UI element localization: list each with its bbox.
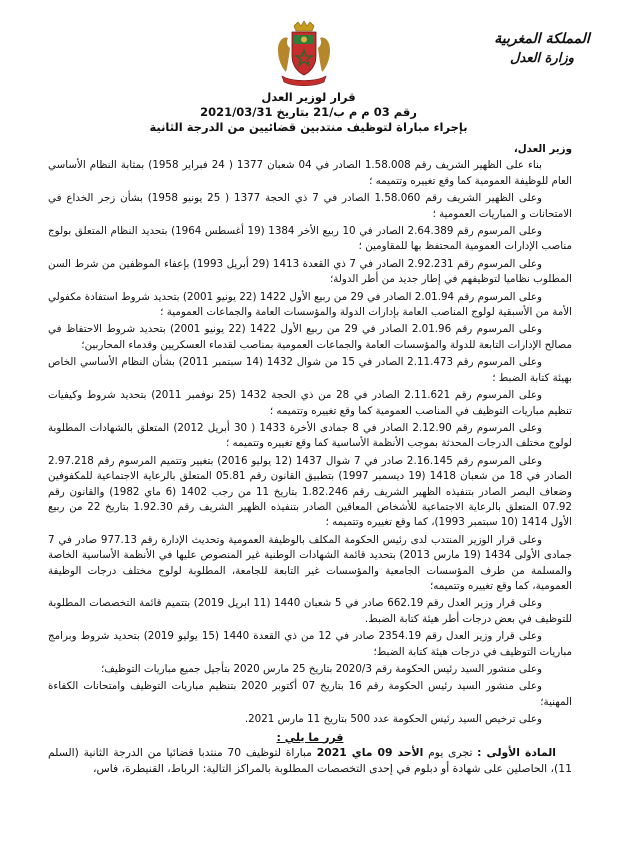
decree-subject: بإجراء مباراة لتوظيف منتدبين قضائيين من الدرجة الثانية xyxy=(149,120,468,134)
kingdom-label: المملكة المغربية xyxy=(494,31,590,47)
preamble-paragraph: وعلى منشور السيد رئيس الحكومة رقم 16 بتاريخ 07 أكتوبر 2020 بتنظيم مباريات التوظيف وامتحانات الكفاءة المهنية؛ xyxy=(48,680,572,708)
ministry-label: وزارة العدل xyxy=(510,51,574,66)
decided-heading: قرر ما يلي : xyxy=(276,730,344,744)
preamble-paragraph: وعلى قرار وزير العدل رقم 2354.19 صادر في 12 من ذي القعدة 1440 (15 يوليو 2019) بتحديد شروط وبرامج مباريات التوظيف في درجات هيئة كتابة الضبط؛ xyxy=(48,630,572,658)
preamble-paragraph: وعلى المرسوم رقم 2.01.96 الصادر في 29 من ربيع الأول 1422 (22 يونيو 2001) بتحديد شروط الاحتفاظ في مصالح الإدارات التابعة للدولة والمؤسسات العامة والجماعات العمومية بمناصب لقدماء العسكريين وقدماء المحاربين؛ xyxy=(48,323,572,351)
decree-title-line1: قرار لوزير العدل xyxy=(261,90,356,104)
preamble-paragraph: وعلى المرسوم رقم 2.92.231 الصادر في 7 ذي القعدة 1413 (29 أبريل 1993) بإعفاء الموظفين من شرط السن المطلوب نظاميا لتوظيفهم في إطار جديد من أطر الدولة؛ xyxy=(48,257,572,286)
article-label: المادة الأولى : xyxy=(477,746,556,760)
preamble-paragraph: وعلى المرسوم رقم 2.01.94 الصادر في 29 من ربيع الأول 1422 (22 يونيو 2001) بتحديد شروط استفادة مكفولي الأمة من الأسبقية لولوج المناصب العامة بإدارات الدولة والمؤسسات العامة والجماعات العمومية ؛ xyxy=(48,290,572,319)
article-date: الأحد 09 ماي 2021 xyxy=(316,746,424,760)
preamble-paragraph: وعلى الظهير الشريف رقم 1.58.060 الصادر في 7 ذي الحجة 1377 ( 25 يونيو 1958) بشأن زجر الخداع في الامتحانات و المباريات العمومية ؛ xyxy=(48,192,572,220)
preamble-paragraph: وعلى المرسوم رقم 2.16.145 صادر في 7 شوال 1437 (12 يوليو 2016) بتغيير وتتميم المرسوم رقم 2.97.218 الصادر في 18 من شعبان 1418 (19 ديسمبر 1997) بتطبيق القانون رقم 05.81 المتعلق بالرعاية الاجتماعية للمكفوفين وضعاف البصر الصادر بتنفيذه الظهير الشريف رقم 1.82.246 بتاريخ 11 من رجب 1402 (6 ماي 1982) والقانون رقم 07.92 المتعلق بالرعاية الاجتماعية للأشخاص المعاقين الصادر بتنفيذه الظهير الشريف رقم 1.92.30 بتاريخ 22 من ربيع الأول 1414 (10 سبتمبر 1993)، كما وقع تغييره وتتميمه ؛ xyxy=(48,454,572,529)
article-text-b: مباراة لتوظيف 70 منتدبا قضائيا من الدرجة الثانية (السلم 11)، الحاصلين على شهادة أو دبلوم في إحدى التخصصات المطلوبة بالمراكز التالية: الرباط، القنيطرة، فاس، xyxy=(48,746,572,775)
royal-coat-of-arms-icon xyxy=(272,20,336,88)
preamble-paragraph: وعلى المرسوم رقم 2.11.621 الصادر في 28 من ذي الحجة 1432 (25 نوفمبر 2011) بتحديد شروط وكيفيات تنظيم مباريات التوظيف في المناصب العمومية كما وقع تغييره وتتميمه ؛ xyxy=(48,389,572,417)
ministry-header xyxy=(483,30,601,67)
salutation: وزير العدل، xyxy=(513,143,572,155)
preamble-paragraph: وعلى المرسوم رقم 2.64.389 الصادر في 10 ربيع الأخر 1384 (19 أغسطس 1964) بتحديد النظام المتعلق بولوج مناصب الإدارات العمومية المحتفظ بها للمقاومين ؛ xyxy=(48,225,572,253)
preamble-paragraph: وعلى المرسوم رقم 2.12.90 الصادر في 8 جمادى الأخرة 1433 ( 30 أبريل 2012) المتعلق بالشهادات المطلوبة لولوج مختلف الدرجات المحدثة بموجب الأنظمة الأساسية كما وقع تغييره وتتميمه ؛ xyxy=(48,421,572,450)
article-one xyxy=(48,745,572,776)
decree-body xyxy=(48,142,572,776)
preamble-paragraph: وعلى منشور السيد رئيس الحكومة رقم 2020/3 بتاريخ 25 مارس 2020 بتأجيل جميع مباريات التوظيف؛ xyxy=(101,663,542,675)
preamble-paragraph: وعلى قرار الوزير المنتدب لدى رئيس الحكومة المكلف بالوظيفة العمومية وتحديث الإدارة رقم 977.13 صادر في 7 جمادى الأولى 1434 (19 مارس 2013) بتحديد قائمة الشهادات الوطنية غير المنصوص عليها في الأنظمة الأساسية الخاصة والمسلمة من طرف المؤسسات الجامعية والمؤسسات غير التابعة للجامعة، المطلوبة لولوج مختلف درجات الوظيفة العمومية، كما وقع تغييره وتتميمه؛ xyxy=(48,533,573,592)
article-text-a: تجرى يوم xyxy=(423,746,478,760)
preamble-paragraph: بناء على الظهير الشريف رقم 1.58.008 الصادر في 04 شعبان 1377 ( 24 فبراير 1958) بمثابة النظام الأساسي العام للوظيفة العمومية كما وقع تغييره وتتميمه ؛ xyxy=(48,159,572,187)
decree-number-date: رقم 03 م م ب/21 بتاريخ 2021/03/31 xyxy=(200,105,417,119)
preamble-paragraph: وعلى المرسوم رقم 2.11.473 الصادر في 15 من شوال 1432 (14 سبتمبر 2011) بشأن النظام الأساسي الخاص بهيئة كتابة الضبط ؛ xyxy=(48,356,572,384)
decree-title xyxy=(40,90,577,135)
preamble-paragraph: وعلى قرار وزير العدل رقم 662.19 صادر في 5 شعبان 1440 (11 ابريل 2019) بتتميم قائمة التخصصات المطلوبة للتوظيف في بعض درجات أطر هيئة كتابة الضبط. xyxy=(48,597,572,625)
preamble-paragraph: وعلى ترخيص السيد رئيس الحكومة عدد 500 بتاريخ 11 مارس 2021. xyxy=(244,713,542,726)
